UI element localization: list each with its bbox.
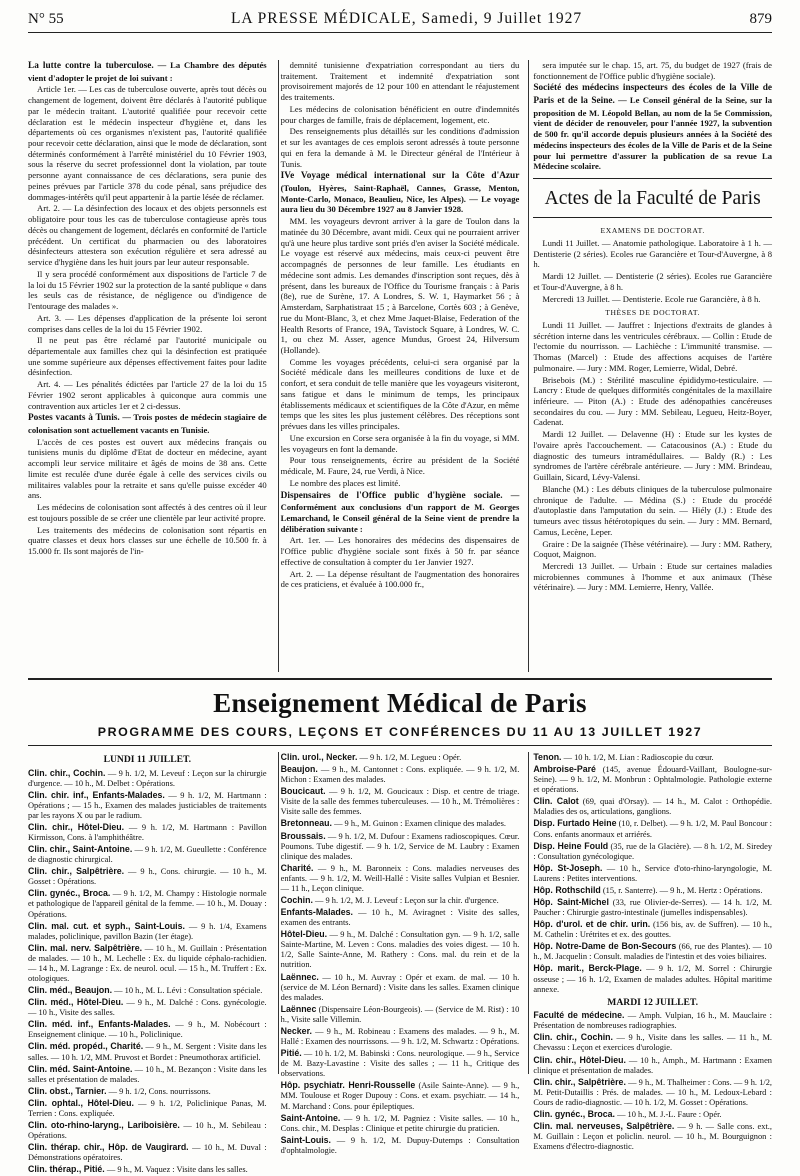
- programme-entry: [28, 822, 267, 843]
- programme-entry: [28, 1120, 267, 1141]
- programme-text: — 10 h., M. Sebileau : Opérations.: [28, 1121, 267, 1141]
- programme-text: (35, rue de la Glacière). — 8 h. 1/2, M. Siredey : Consultation gynécologique.: [533, 841, 773, 861]
- programme-text: — 9 h. 1/2, M. Sorrel : Chirurgie osseuse ; — 16 h. 1/2, Examen de malades adultes. Hôpital maritime annexe.: [533, 964, 772, 994]
- programme-clinic: Clin. mal. nerv. Salpêtrière.: [28, 942, 143, 953]
- programme-entry: [28, 790, 267, 821]
- news-paragraph: [28, 313, 267, 334]
- programme-entry: [281, 786, 520, 817]
- news-text: Les médecins de colonisation bénéficient en outre d'indemnités pour charges de famille, frais de déplacement, logement, etc.: [280, 103, 520, 125]
- programme-clinic: Clin. chir., Hôtel-Dieu.: [28, 821, 125, 832]
- programme-entry: [28, 921, 267, 942]
- programme-entry: [28, 1164, 267, 1175]
- these-entry: Blanche (M.) : Les débuts cliniques de la tuberculose pulmonaire chronique de l'adulte. — Médina (S.) : Etude du procédé d'autoplastie dans l'amputation du sein. — Hiély (J.) : Etude des tumeurs avec tissus hétérotopiques du sein. — Jury : MM. Bernard, Camus, Lecène, Leper.: [533, 483, 772, 537]
- programme-clinic: Bretonneau.: [280, 818, 332, 829]
- programme-clinic: Clin. méd., Hôtel-Dieu.: [28, 997, 124, 1008]
- programme-text: — 9 h., Visite dans les salles. — 11 h., M. Chevassu : Leçon et exercices d'urologie.: [533, 1033, 772, 1053]
- programme-entry: [533, 919, 772, 940]
- programme-text: (33, rue Olivier-de-Serres). — 14 h. 1/2, M. Paucher : Chirurgie gastro-intestinale (jumelles indispensables).: [533, 898, 772, 918]
- news-text: Art. 1er. — Les honoraires des médecins des dispensaires de l'Office public d'hygiène sociale sont fixés à 50 fr. par séance effective de consultation à compter du 1er Janvier 1927.: [280, 535, 520, 567]
- programme-clinic: Saint-Antoine.: [280, 1112, 341, 1123]
- programme-entry: [533, 764, 772, 795]
- programme-entry: [281, 1026, 520, 1047]
- programme-text: — 9 h., M. Thalheimer : Cons. — 9 h. 1/2, M. Petit-Dutaillis : Prés. de malades. — 10 h., M. Ledoux-Lebard : Cours de radio-diagnostic. — 10 h. 1/2, M. Gosset : Opérations.: [533, 1077, 772, 1107]
- news-text: Art. 4. — Les pénalités édictées par l'article 27 de la loi du 15 Février 1902 seront applicables à quiconque aura commis une contravention aux articles 1er et 2 ci-dessus.: [28, 379, 267, 411]
- programme-entry: [28, 844, 267, 865]
- programme-entry: [281, 895, 520, 906]
- news-paragraph: [28, 412, 267, 435]
- programme-entry: [281, 831, 520, 862]
- news-paragraph: [281, 104, 520, 125]
- programme-clinic: Clin. méd., Beaujon.: [28, 985, 113, 996]
- programme-entry: [28, 997, 267, 1018]
- news-text: — Conformément aux conclusions d'un rapport de M. Georges Lemarchand, le Conseil général de la Seine vient de prendre la délibération suivante :: [280, 489, 520, 534]
- news-paragraph: [28, 525, 267, 557]
- programme-text: — 10 h., Amph., M. Hartmann : Examen clinique et présentation de malades.: [533, 1055, 772, 1075]
- programme-entry: [533, 1055, 772, 1076]
- programme-clinic: Hôp. psychiatr. Henri-Rousselle: [280, 1080, 416, 1091]
- news-column-3: [533, 60, 772, 672]
- news-paragraph: [28, 269, 267, 312]
- programme-clinic: Tenon.: [533, 752, 562, 762]
- news-paragraph: [281, 170, 520, 215]
- programme-text: — 10 h., M. Auvray : Opér et exam. de mal. — 10 h. (service de M. Léon Bernard) : Visite dans les salles. Examen clinique des malades.: [280, 972, 520, 1002]
- news-paragraph: [281, 490, 520, 535]
- programme-entry: [533, 752, 772, 763]
- news-text: MM. les voyageurs devront arriver à la gare de Toulon dans la matinée du 30 Décembre, avant midi. Ceux qui ne pourraient arriver qu'à une heure plus tardive sont priés d'en aviser la Société médicale. Le voyage est réservé aux médecins, mais ceux-ci peuvent être accompagnés de personnes de leur famille. Les étudiants en médecine sont admis. Les demandes d'inscription sont reçues, dès à présent, dans les bureaux de l'Office du Tourisme français : à Paris (8e), rue de Surène, 17. A Londres, S. W. 1, Haymarket 56 ; à Amsterdam, Sarphatistraat 15 ; à Barcelone, Cortès 603 ; à Genève, rue du Mont-Blanc, 3, et chez Mme Jaquet-Blaise, Federation of the Health Resorts of France, 19A, Tavistock Square, à Londres, W. C. 1, ou chez M. Asser, agence Mundus, Groest 24, Hilversum (Hollande).: [280, 216, 520, 355]
- news-paragraph: [281, 60, 520, 103]
- programme-entry: [281, 929, 520, 970]
- programme-text: — Amph. Vulpian, 16 h., M. Mauclaire : Présentation de nombreuses radiographies.: [533, 1011, 772, 1031]
- programme-clinic: Clin. urol., Necker.: [280, 752, 358, 762]
- news-text: Art. 2. — La désinfection des locaux et des objets personnels est obligatoire pour tous les cas de tuberculose contagieuse après tous décès ou changement de logement, déclarés en conformité de l'article précédent. Un certificat du pharmacien ou des laboratoires désinfecteurs attestera son exécution régulière et sera adressé au service d'hygiène dans les huit jours par leur auteur responsable.: [28, 203, 267, 268]
- programme-entry: [281, 752, 520, 763]
- exam-entry: Lundi 11 Juillet. — Anatomie pathologique. Laboratoire à 1 h. — Dentisterie (2 séries). Ecoles rue Garancière et Tour-d'Auvergne, à 8 h.: [533, 237, 772, 270]
- programme-text: — 10 h. 1/2, M. Lian : Radioscopie du cœur.: [561, 753, 714, 762]
- programme-text: — 9 h. 1/2, M. Pagniez : Visite salles. — 10 h., Cons. chir., M. Desplas : Clinique et petite chirurgie du praticien.: [280, 1113, 520, 1133]
- programme-column-2: [281, 752, 520, 1176]
- programme-clinic: Hôp. St-Joseph.: [533, 862, 603, 873]
- news-column-2: [281, 60, 520, 672]
- programme-clinic: Clin. Calot: [533, 796, 579, 807]
- column-divider: [278, 60, 279, 672]
- programme-text: — 9 h. 1/4, Examens malades, policlinique, pavillon Bazin (1er étage).: [28, 921, 267, 941]
- these-entry: Mercredi 13 Juillet. — Urbain : Etude sur certaines maladies microbiennes communes à l'homme et aux animaux (Thèse vétérinaire). — Jury : MM. Lemierre, Henry, Vallée.: [533, 561, 772, 593]
- programme-text: (Asile Sainte-Anne). — 9 h., MM. Toulouse et Roger Dupouy : Cons. et exam. psychiatr. — 14 h., M. Marchand : Cons. pour épileptiques.: [280, 1081, 520, 1111]
- programme-clinic: Clin. chir., Saint-Antoine.: [28, 844, 133, 855]
- news-text: Art. 2. — La dépense résultant de l'augmentation des honoraires de ces praticiens, et évaluée à 100.000 fr.,: [280, 568, 520, 590]
- programme-clinic: Charité.: [280, 862, 314, 873]
- programme-column-3: [533, 752, 772, 1176]
- news-paragraph: [28, 502, 267, 523]
- news-paragraph: [281, 357, 520, 432]
- news-paragraph: [281, 433, 520, 454]
- programme-clinic: Clin. chir., Salpêtrière.: [28, 866, 125, 877]
- news-heading: La lutte contre la tuberculose.: [28, 61, 154, 71]
- programme-clinic: Clin. mal. cut. et syph., Saint-Louis.: [28, 920, 185, 931]
- programme-text: — 9 h., M. Vaquez : Visite dans les salles.: [104, 1165, 248, 1175]
- news-text: Comme les voyages précédents, celui-ci sera organisé par la Société médicale dans les meilleures conditions de luxe et de confort, et sera conduit de telle manière que les voyageurs visiteront, sans fatigue et dans le minimum de temps, les principaux établissements médicaux et scientifiques de la Côte d'Azur, en même temps que les sites les plus justement célèbres. Des réceptions sont prévues dans les villes principales.: [280, 356, 520, 432]
- programme-clinic: Clin. thérap. chir., Hôp. de Vaugirard.: [28, 1142, 189, 1153]
- news-text: Des renseignements plus détaillés sur les conditions d'admission et sur les avantages de ces emplois seront adressés à toute personne qui en fera la demande à M. le Directeur général de l'Intérieur à Tunis.: [280, 126, 520, 169]
- programme-clinic: Faculté de médecine.: [533, 1010, 625, 1021]
- news-paragraph: [28, 437, 267, 501]
- enseignement-subtitle: PROGRAMME DES COURS, LEÇONS ET CONFÉRENCES DU 11 AU 13 JUILLET 1927: [28, 725, 772, 746]
- news-text: — La Chambre des députés vient d'adopter le projet de loi suivant :: [28, 60, 267, 83]
- programme-entry: [28, 1142, 267, 1163]
- news-heading: IVe Voyage médical international sur la Côte d'Azur: [280, 171, 520, 182]
- news-paragraph: [281, 569, 520, 590]
- programme-entry: [281, 972, 520, 1003]
- programme-clinic: Broussais.: [280, 830, 326, 841]
- news-heading: Postes vacants à Tunis.: [28, 413, 120, 424]
- column-divider: [528, 60, 529, 672]
- programme-text: (10, r. Delbet). — 9 h. 1/2, M. Paul Boncour : Cons. enfants anormaux et arriérés.: [533, 819, 772, 839]
- programme-text: — 9 h., M. Dalché : Cons. gynécologie. — 10 h., Visite des salles.: [28, 998, 267, 1018]
- programme-entry: [28, 768, 267, 789]
- programme-text: — 9 h. 1/2, M. Hartmann : Opérations ; — 15 h., Examen des malades justiciables de traitements par les rayons X ou par le radium.: [28, 790, 267, 820]
- news-text: Art. 3. — Les dépenses d'application de la présente loi seront comprises dans celles de la loi du 15 Février 1902.: [28, 312, 267, 334]
- programme-clinic: Hôp. d'urol. et de chir. urin.: [533, 919, 651, 930]
- news-paragraph: [281, 126, 520, 169]
- news-paragraph: [281, 455, 520, 476]
- these-entry: Mardi 12 Juillet. — Delavenne (H) : Etude sur les kystes de l'ovaire après l'accouchement. — Catacousinos (A.) : Etude du diagnostic des tumeurs intramédullaires. — Baldy (R.) : Les syndromes de l'artère cérébrale antérieure. — Jury : MM. Brindeau, Guillain, Sicard, Lévy-Valensi.: [533, 429, 772, 483]
- programme-text: — 10 h. 1/2, M. Babinski : Cons. neurologique. — 9 h., Service de M. Bazy-Lavastine : Visite des salles ; — 11 h., Critique des observations.: [280, 1049, 520, 1079]
- programme-entry: [28, 1086, 267, 1097]
- programme-text: — 9 h., M. Cantonnet : Cons. expliquée. — 9 h. 1/2, M. Michon : Examen des malades.: [280, 765, 520, 785]
- programme-clinic: Clin. méd. Saint-Antoine.: [28, 1063, 133, 1074]
- section-rule: [28, 678, 772, 680]
- programme-entry: [28, 866, 267, 887]
- programme-entry: [281, 1113, 520, 1134]
- programme-entry: [28, 888, 267, 919]
- programme-text: (156 bis, av. de Suffren). — 10 h., M. Cathelin : Urétrites et ex. des gouttes.: [533, 920, 772, 940]
- programme-text: — 9 h. 1/2, M. Goucicaux : Disp. et centre de triage. Visite de la salle des femmes tuberculeuses. — 10 h., M. Trémolières : Visite salle des femmes.: [280, 787, 520, 817]
- news-text: Une excursion en Corse sera organisée à la fin du voyage, si MM. les voyageurs en font la demande.: [280, 432, 520, 454]
- programme-clinic: Pitié.: [280, 1048, 302, 1059]
- programme-clinic: Clin. obst., Tarnier.: [28, 1085, 107, 1096]
- news-text: — Le Conseil général de la Seine, sur la proposition de M. Léopold Bellan, au nom de la 5e Commission, vient de décider de renouveler, pour l'année 1927, la subvention de 500 fr. qu'il accorde depuis plusieurs années à la Société des médecins inspecteurs des écoles de la Ville de Paris et de la Seine pour lui permettre d'assurer la publication de sa revue La Médecine scolaire.: [533, 95, 772, 172]
- programme-clinic: Clin. méd. propéd., Charité.: [28, 1041, 144, 1052]
- programme-clinic: Necker.: [280, 1025, 312, 1036]
- programme-entry: [533, 863, 772, 884]
- programme-text: — 10 h., M. J.-L. Faure : Opér.: [614, 1109, 722, 1119]
- programme-clinic: Hôp. Notre-Dame de Bon-Secours: [533, 941, 677, 952]
- programme-entry: [28, 985, 267, 996]
- programme-clinic: Clin. mal. nerveuses, Salpêtrière.: [533, 1121, 675, 1131]
- programme-clinic: Clin. chir. inf., Enfants-Malades.: [28, 789, 165, 800]
- programme-entry: [533, 1121, 772, 1152]
- programme-clinic: Clin. ophtal., Hôtel-Dieu.: [28, 1097, 134, 1108]
- programme-text: — 9 h. 1/2, M. Dufour : Examens radioscopiques. Cœur. Poumons. Tube digestif. — 9 h. 1/2, Service de M. Laubry : Examen clinique des malades.: [280, 831, 520, 861]
- programme-clinic: Saint-Louis.: [280, 1134, 331, 1145]
- programme-text: — 10 h., M. L. Lévi : Consultation spéciale.: [112, 986, 263, 996]
- programme-entry: [533, 841, 772, 862]
- programme-text: — 9 h. 1/2, M. Hartmann : Pavillon Kirmisson, Cons. à l'amphithéâtre.: [28, 822, 267, 842]
- issue-number: N° 55: [28, 11, 64, 27]
- programme-text: (145, avenue Édouard-Vaillant, Boulogne-sur-Seine). — 9 h. 1/2, M. Monbrun : Ophtalmologie. Pathologie externe et opérations.: [533, 765, 772, 795]
- programme-text: — 9 h. 1/2, M. Leveuf : Leçon sur la chirurgie d'urgence. — 10 h., M. Delbet : Opérations.: [28, 768, 267, 788]
- programme-entry: [533, 897, 772, 918]
- programme-entry: [281, 907, 520, 928]
- masthead: [28, 10, 772, 33]
- programme-text: — 10 h., M. Bezançon : Visite dans les salles et présentation de malades.: [28, 1064, 267, 1084]
- enseignement-title: Enseignement Médical de Paris: [213, 688, 587, 718]
- programme-clinic: Boucicaut.: [280, 786, 326, 797]
- programme-entry: [533, 818, 772, 839]
- programme-clinic: Cochin.: [280, 895, 313, 906]
- news-text: — Trois postes de médecin stagiaire de colonisation sont actuellement vacants en Tunisie.: [28, 412, 267, 435]
- programme-clinic: Clin. chir., Cochin.: [28, 767, 106, 778]
- news-paragraph: [28, 335, 267, 378]
- news-text: demnité tunisienne d'expatriation correspondant au tiers du traitement. Traitement et indemnité d'expatriation sont provisoirement majorés de 12 pour 100 en attendant le réajustement des traitements.: [280, 60, 520, 103]
- programme-entry: [28, 1041, 267, 1062]
- programme-entry: [28, 1098, 267, 1119]
- these-entry: Graire : De la saignée (Thèse vétérinaire). — Jury : MM. Rathery, Coquot, Maignon.: [533, 538, 772, 560]
- programme-text: (15, r. Santerre). — 9 h., M. Hertz : Opérations.: [600, 885, 763, 895]
- programme-entry: [281, 764, 520, 785]
- programme-clinic: Clin. méd. inf., Enfants-Malades.: [28, 1019, 171, 1030]
- news-paragraph: [281, 478, 520, 489]
- news-column-1: [28, 60, 267, 672]
- programme-text: — 9 h. 1/2, M. Dupuy-Dutemps : Consultation d'ophtalmologie.: [280, 1135, 520, 1155]
- exam-entry: Mardi 12 Juillet. — Dentisterie (2 séries). Ecoles rue Garancière et Tour-d'Auvergne, à 8 h.: [533, 271, 772, 292]
- news-paragraph: [28, 84, 267, 202]
- programme-text: — 9 h., M. Baronneix : Cons. maladies nerveuses des enfants. — 9 h. 1/2, M. Weill-Hallé : Visite salles Vulpian et Besnier. — 11 h., Leçon clinique.: [280, 863, 520, 893]
- theses-list: [533, 320, 772, 593]
- exams-list: [533, 238, 772, 304]
- news-paragraph: [281, 216, 520, 356]
- exams-heading: EXAMENS DE DOCTORAT.: [600, 226, 705, 236]
- programme-clinic: Hôp. Saint-Michel: [533, 897, 609, 908]
- news-text: Article 1er. — Les cas de tuberculose ouverte, après tout décès ou changement de logement, doivent être déclarés à l'autorité publique par le médecin traitant. L'autorité qualifiée pour recevoir cette déclaration est le médecin inspecteur d'hygiène et, dans les départements où ces organismes n'existent pas, l'autorité qualifiée pour recevoir cette déclaration, ainsi que le mode de déclaration, sont déterminés conformément à l'arrêté ministériel du 10 Février 1903, sous la réserve du secret professionnel dont la violation, par toute personne ayant connaissance de ces déclarations, sera punie des peines prévues par l'article 378 du code pénal, sans préjudice des dommages-intérêts qu'il peut appartenir à la partie lésée de réclamer.: [28, 84, 267, 202]
- programme-entry: [281, 1080, 520, 1111]
- news-text: Les médecins de colonisation sont affectés à des centres où il leur est toujours possible de se créer une clientèle par leur activité propre.: [28, 502, 267, 523]
- news-text: Il ne peut pas être réclamé par l'autorité municipale ou départementale aux familles chez qui la désinfection est pratiquée une somme supérieure aux dépenses effectivement faites pour ladite désinfection.: [28, 335, 267, 378]
- news-text: (Toulon, Hyères, Saint-Raphaël, Cannes, Grasse, Menton, Monte-Carlo, Monaco, Beaulieu, Nice, les Alpes). — Le voyage aura lieu du 30 Décembre 1927 au 8 Janvier 1928.: [280, 182, 520, 215]
- programme-clinic: Laënnec: [280, 1003, 317, 1014]
- programme-text: — 9 h. 1/2, M. Legueu : Opér.: [357, 753, 462, 762]
- programme-clinic: Clin. gynéc., Broca.: [28, 888, 111, 899]
- news-text: Les traitements des médecins de colonisation sont répartis en quatre classes et deux hors classes sur une échelle de 10.500 fr. à 15.000 fr. Ils sont majorés de l'in-: [28, 524, 267, 557]
- programme-text: — 9 h. 1/2, M. Gueullette : Conférence de diagnostic chirurgical.: [28, 845, 267, 865]
- programme-clinic: Disp. Heine Fould: [533, 840, 609, 851]
- programme-clinic: Clin. gynéc., Broca.: [533, 1108, 615, 1119]
- programme-entry: [28, 1064, 267, 1085]
- programme-entry: [533, 963, 772, 994]
- programme-clinic: Ambroise-Paré: [533, 764, 596, 775]
- news-columns: [28, 60, 772, 672]
- programme-clinic: Clin. chir., Hôtel-Dieu.: [533, 1054, 626, 1065]
- these-entry: Lundi 11 Juillet. — Jauffret : Injections d'extraits de glandes à sécrétion interne dans les ventricules cérébraux. — Collin : Etude de l'ectomie du nourrisson. — Lachièche : L'immunité transmise. — Thomas (Marcel) : Etude des affections acquises de l'artère pulmonaire. — Jury : MM. Roger, Lemierre, Widal, Debré.: [533, 319, 772, 373]
- programme-text: — 9 h., M. Dalché : Consultation gyn. — 9 h. 1/2, salle Sainte-Martine, M. Leven : Cons. maladies des voies digest. — 10 h. 1/2, Salle Sainte-Anne, M. Rathery : Cons. mal. du rein et de la nutrition.: [280, 930, 520, 970]
- programme-clinic: Hôp. Rothschild: [533, 884, 601, 895]
- programme-entry: [281, 1004, 520, 1025]
- programme-entry: [281, 863, 520, 894]
- programme-text: — 9 h., M. Sergent : Visite dans les salles. — 10 h. 1/2, MM. Pruvost et Bordet : Pneumothorax artificiel.: [28, 1042, 267, 1062]
- page-number: 879: [749, 11, 772, 27]
- programme-entry: [533, 1010, 772, 1031]
- these-entry: Brisebois (M.) : Stérilité masculine épididymo-testiculaire. — Lancry : Etude de quelques difformités congénitales de la maxillaire inférieure. — Piton (A.) : Etude des adénopathies cancéreuses secondaires du cou. — Jury : MM. Sebileau, Legueu, Heitz-Boyer, Cadenat.: [533, 374, 772, 428]
- programme-entry: [28, 943, 267, 984]
- programme-clinic: Enfants-Malades.: [280, 907, 354, 918]
- programme-day: MARDI 12 JUILLET.: [607, 996, 699, 1008]
- programme-clinic: Laënnec.: [280, 971, 319, 982]
- programme-text: — 9 h., M. Nobécourt : Enseignement clinique. — 10 h., Policlinique.: [28, 1020, 267, 1040]
- news-column-3-top: [533, 60, 772, 172]
- programme-text: — 9 h. 1/2, Cons. nourrissons.: [106, 1086, 211, 1096]
- news-heading: Dispensaires de l'Office public d'hygiène sociale.: [280, 490, 503, 501]
- programme-entry: [281, 1135, 520, 1156]
- programme-text: — 10 h., M. Guillain : Présentation de malades. — 10 h., M. Lechelle : Ex. du liquide céphalo-rachidien. — 14 h., M. Lagrange : Ex. de neurol. ocul. — 15 h., M. Truffert : Ex. otologiques.: [28, 943, 267, 983]
- news-text: Pour tous renseignements, écrire au président de la Société médicale, M. Faure, 24, rue Verdi, à Nice.: [280, 455, 520, 477]
- programme-entry: [533, 941, 772, 962]
- column-divider: [278, 752, 279, 1074]
- exam-entry: Mercredi 13 Juillet. — Dentisterie. Ecole rue Garancière, à 8 h.: [542, 293, 761, 304]
- programme-clinic: Beaujon.: [280, 764, 318, 775]
- programme-clinic: Hôp. marit., Berck-Plage.: [533, 963, 642, 974]
- programme-entry: [281, 818, 520, 829]
- programme-entry: [533, 1109, 772, 1120]
- programme-text: — 9 h. 1/2, Policlinique Panas, M. Terrien : Cons. expliquée.: [28, 1098, 267, 1118]
- news-paragraph: [28, 379, 267, 411]
- programme-entry: [533, 1032, 772, 1053]
- theses-heading: THÈSES DE DOCTORAT.: [605, 308, 701, 318]
- programme-text: — 9 h. 1/2, M. J. Leveuf : Leçon sur la chir. d'urgence.: [312, 896, 499, 906]
- news-paragraph: [533, 60, 772, 81]
- news-text: Il y sera procédé conformément aux dispositions de l'article 7 de la loi du 15 Février 1902 sur la protection de la santé publique « dans les seuls cas de résistance, de négligence ou d'indigence de l'entourage des malades ».: [28, 268, 267, 312]
- programme-entry: [281, 1048, 520, 1079]
- programme-clinic: Clin. oto-rhino-laryng., Lariboisière.: [28, 1120, 180, 1130]
- programme-clinic: Clin. thérap., Pitié.: [28, 1164, 105, 1175]
- programme-text: — 9 h., M. Robineau : Examens des malades. — 9 h., M. Hallé : Examen des nourrissons. — 9 h. 1/2, M. Schwartz : Opérations.: [280, 1026, 520, 1047]
- programme-text: — 9 h., M. Guinon : Examen clinique des malades.: [331, 819, 506, 829]
- programme-text: — 9 h. — Salle cons. ext., M. Guillain : Leçon et policlin. neurol. — 10 h., M. Bourguignon : Examens d'électro-diagnostic.: [533, 1122, 772, 1152]
- faculte-title: Actes de la Faculté de Paris: [533, 178, 772, 218]
- programme-text: — 9 h., Cons. chirurgie. — 10 h., M. Gosset : Opérations.: [28, 867, 267, 887]
- news-paragraph: [28, 203, 267, 267]
- news-text: Le nombre des places est limité.: [289, 477, 401, 488]
- news-paragraph: [28, 60, 267, 83]
- programme-text: — 10 h., M. Duval : Démonstrations opératoires.: [28, 1143, 267, 1163]
- programme-entry: [533, 796, 772, 817]
- programme-day: LUNDI 11 JUILLET.: [103, 754, 192, 765]
- programme-clinic: Disp. Furtado Heine: [533, 818, 617, 829]
- programme-entry: [28, 1019, 267, 1040]
- programme-clinic: Clin. chir., Cochin.: [533, 1032, 613, 1043]
- programme-entry: [533, 885, 772, 896]
- programme-text: (66, rue des Plantes). — 10 h., M. Jacquelin : Consult. maladies de l'intestin et des voies biliaires.: [533, 942, 772, 962]
- programme-text: — 10 h., M. Aviragnet : Visite des salles, examen des entrants.: [280, 908, 520, 928]
- programme-text: (Dispensaire Léon-Bourgeois). — (Service de M. Rist) : 10 h., Visite salle Villemin.: [280, 1004, 520, 1024]
- programme-column-1: [28, 752, 267, 1176]
- news-text: L'accès de ces postes est ouvert aux médecins français ou tunisiens munis du diplôme d'Etat de docteur en médecine, ayant accompli leur service militaire et âgés de moins de 38 ans. Cette limite est reculée d'une durée égale à celle des services civils ou militaires valables pour la retraite et sans qu'elle puisse excéder 40 ans.: [28, 436, 267, 501]
- programme-entry: [533, 1077, 772, 1108]
- programme-clinic: Clin. chir., Salpêtrière.: [533, 1076, 626, 1087]
- programme-columns: [28, 752, 773, 1175]
- news-heading: Société des médecins inspecteurs des écoles de la Ville de Paris et de la Seine.: [533, 83, 772, 107]
- journal-title: LA PRESSE MÉDICALE, Samedi, 9 Juillet 1927: [230, 10, 583, 27]
- news-paragraph: [533, 82, 772, 172]
- programme-clinic: Hôtel-Dieu.: [280, 929, 328, 940]
- news-text: sera imputée sur le chap. 15, art. 75, du budget de 1927 (frais de fonctionnement de l'Office public d'hygiène sociale).: [533, 60, 772, 81]
- column-divider: [528, 752, 529, 1074]
- programme-text: (69, quai d'Orsay). — 14 h., M. Calot : Orthopédie. Maladies des os, articulations, ganglions.: [533, 797, 772, 817]
- programme-text: — 10 h., Service d'oto-rhino-laryngologie, M. Laurens : Petites interventions.: [533, 863, 772, 883]
- news-paragraph: [281, 535, 520, 567]
- programme-text: — 9 h. 1/2, M. Champy : Histologie normale et pathologique de l'appareil génital de la femme. — 10 h., M. Douay : Opérations.: [28, 889, 267, 919]
